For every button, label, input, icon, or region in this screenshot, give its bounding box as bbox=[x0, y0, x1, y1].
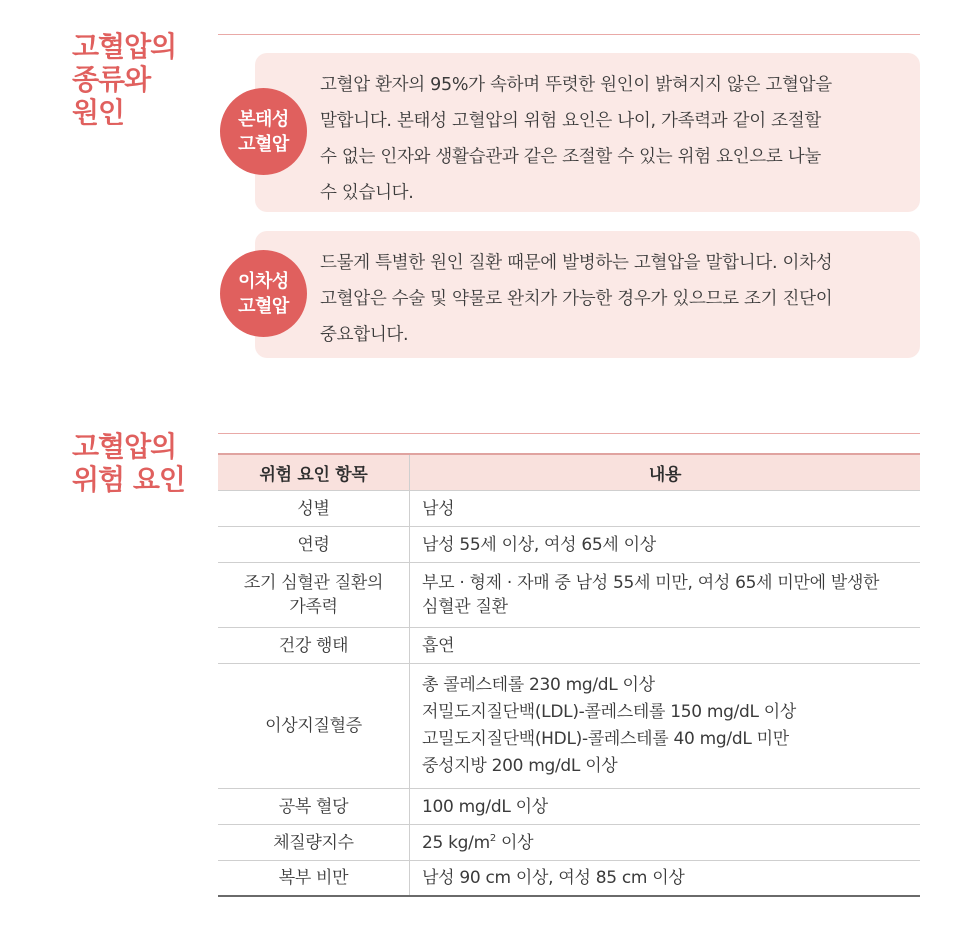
table-row bbox=[218, 789, 920, 825]
table-row bbox=[218, 491, 920, 527]
row-item: 체질량지수 bbox=[218, 825, 410, 861]
table-row bbox=[218, 628, 920, 664]
row-content: 총 콜레스테롤 230 mg/dL 이상 저밀도지질단백(LDL)-콜레스테롤 150 mg/dL 이상 고밀도지질단백(HDL)-콜레스테롤 40 mg/dL 미만 중성지방 200 mg/dL 이상 bbox=[410, 664, 921, 789]
row-item: 성별 bbox=[218, 491, 410, 527]
table-row bbox=[218, 825, 920, 861]
row-content: 남성 bbox=[410, 491, 921, 527]
row-content: 100 mg/dL 이상 bbox=[410, 789, 921, 825]
row-content: 남성 55세 이상, 여성 65세 이상 bbox=[410, 527, 921, 563]
card-description: 드물게 특별한 원인 질환 때문에 발병하는 고혈압을 말합니다. 이차성 고혈압은 수술 및 약물로 완치가 가능한 경우가 있으므로 조기 진단이 중요합니다. bbox=[320, 253, 833, 345]
row-content: 25 $kg/m^2$ 이상 bbox=[410, 825, 921, 861]
table-row bbox=[218, 563, 920, 628]
section-divider bbox=[218, 34, 920, 35]
row-item: 조기 심혈관 질환의 가족력 bbox=[218, 563, 410, 628]
row-content: 흡연 bbox=[410, 628, 921, 664]
section-divider bbox=[218, 433, 920, 434]
row-item: 공복 혈당 bbox=[218, 789, 410, 825]
row-item: 이상지질혈증 bbox=[218, 664, 410, 789]
card-description: 고혈압 환자의 95%가 속하며 뚜렷한 원인이 밝혀지지 않은 고혈압을 말합니다. 본태성 고혈압의 위험 요인은 나이, 가족력과 같이 조절할 수 없는 인자와 생활습관과 같은 조절할 수 있는 위험 요인으로 나눌 수 있습니다. bbox=[320, 75, 832, 203]
column-header-item: 위험 요인 항목 bbox=[218, 454, 410, 491]
section-title-risk-factors: 고혈압의 위험 요인 bbox=[72, 430, 185, 496]
section-title-types-causes: 고혈압의 종류와 원인 bbox=[72, 30, 177, 129]
row-item: 건강 행태 bbox=[218, 628, 410, 664]
column-header-content: 내용 bbox=[410, 454, 921, 491]
badge-secondary-hypertension: 이차성 고혈압 bbox=[220, 250, 307, 337]
row-item: 복부 비만 bbox=[218, 861, 410, 896]
row-content: 부모 · 형제 · 자매 중 남성 55세 미만, 여성 65세 미만에 발생한 심혈관 질환 bbox=[410, 563, 921, 628]
table-row bbox=[218, 664, 920, 789]
secondary-hypertension-card bbox=[255, 231, 920, 358]
table-row bbox=[218, 861, 920, 896]
table-row bbox=[218, 527, 920, 563]
badge-essential-hypertension: 본태성 고혈압 bbox=[220, 88, 307, 175]
table-header-row bbox=[218, 454, 920, 491]
essential-hypertension-card bbox=[255, 53, 920, 212]
row-content: 남성 90 cm 이상, 여성 85 cm 이상 bbox=[410, 861, 921, 896]
row-item: 연령 bbox=[218, 527, 410, 563]
risk-factor-table bbox=[218, 453, 920, 897]
